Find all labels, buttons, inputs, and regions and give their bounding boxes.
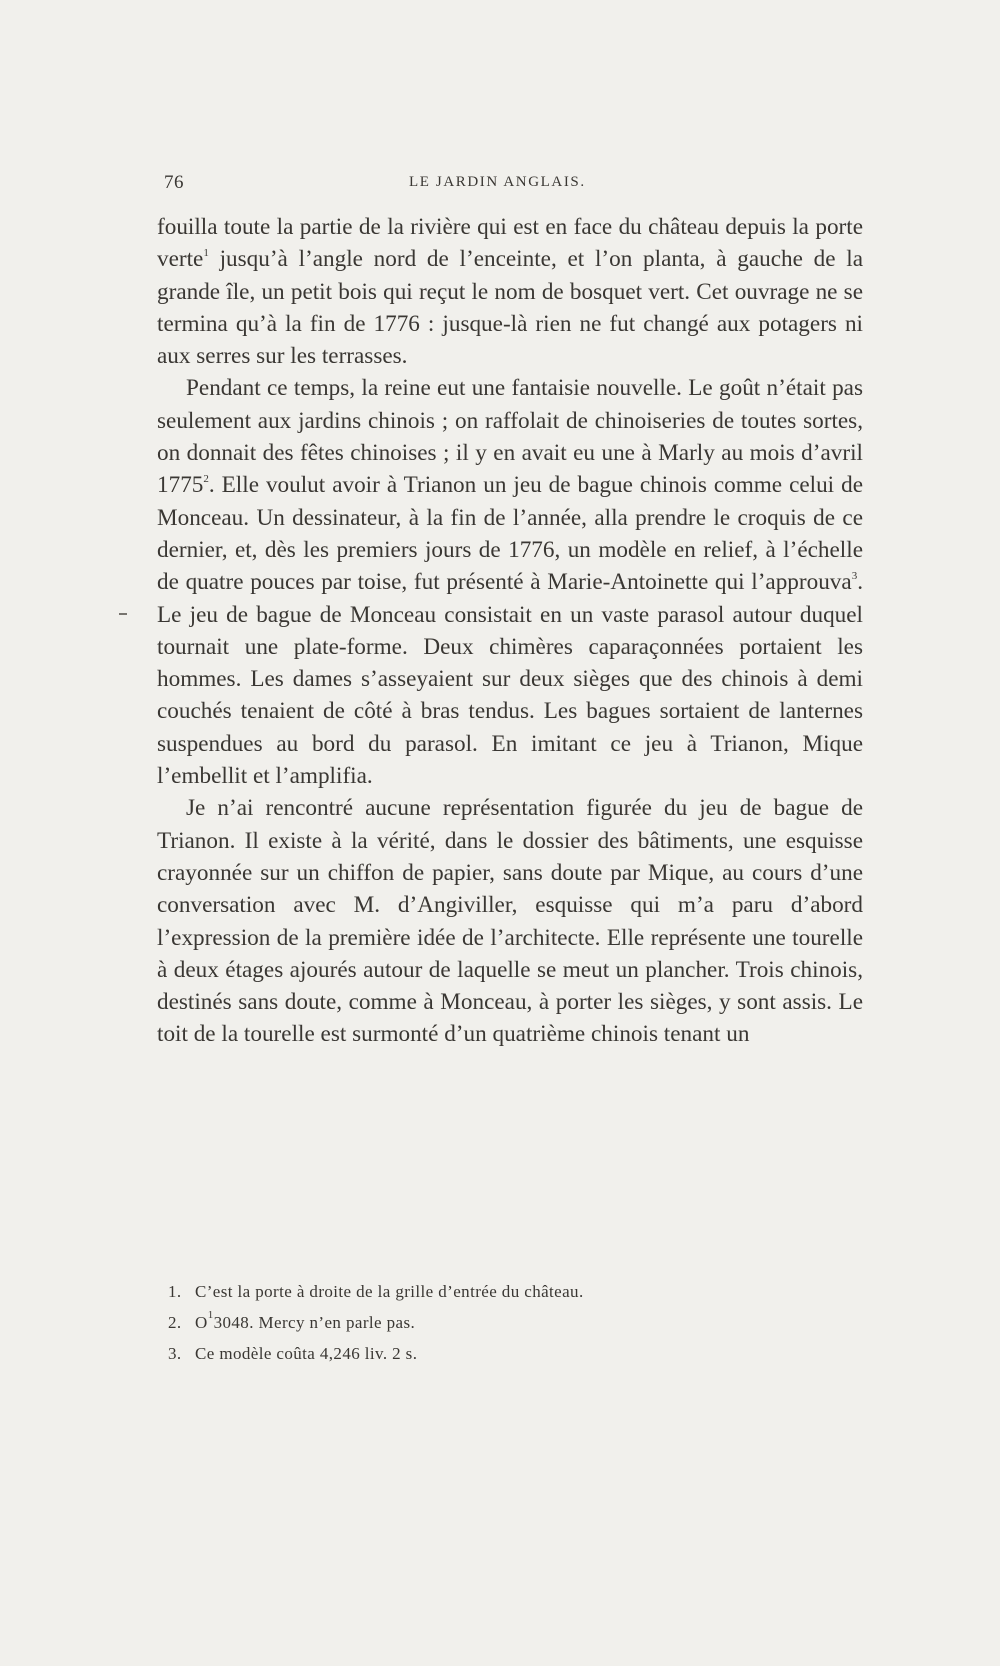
footnote-3: [168, 1338, 868, 1369]
footnotes: [168, 1276, 868, 1369]
margin-mark: [119, 613, 127, 615]
footnote-text: 3048. Mercy n’en parle pas.: [213, 1313, 416, 1332]
paragraph-2-text-b: . Elle voulut avoir à Trianon un jeu de bague chinois comme celui de Monceau. Un dessinateur, à la fin de l’année, alla prendre le croquis de ce dernier, et, dès les premiers jours de 1776, un modèle en relief, à l’échelle de quatre pouces par toise, fut présenté à Marie-Antoinette qui l’approuva: [157, 472, 863, 596]
running-title: LE JARDIN ANGLAIS.: [409, 174, 586, 190]
paragraph-2: [157, 372, 863, 792]
footnote-superscript: 1: [207, 1309, 214, 1321]
footnote-number: 1.: [168, 1282, 182, 1301]
paragraph-1-text-b: jusqu’à l’angle nord de l’enceinte, et l’on planta, à gauche de la grande île, un petit bois qui reçut le nom de bosquet vert. Cet ouvrage ne se termina qu’à la fin de 1776 : jusque-là rien ne fut changé aux potagers ni aux serres sur les terrasses.: [157, 246, 863, 370]
footnote-number: 2.: [168, 1313, 182, 1332]
paragraph-1-text-a: fouilla toute la partie de la rivière qui est en face du château depuis la porte verte: [157, 214, 863, 273]
page-number: 76: [164, 172, 184, 193]
paragraph-3: Je n’ai rencontré aucune représentation figurée du jeu de bague de Trianon. Il existe à la vérité, dans le dossier des bâtiments, une esquisse crayonnée sur un chiffon de papier, sans doute par Mique, au cours d’une conversation avec M. d’Angiviller, esquisse qui m’a paru d’abord l’expression de la première idée de l’architecte. Elle représente une tourelle à deux étages ajourés autour de laquelle se meut un plancher. Trois chinois, destinés sans doute, comme à Monceau, à porter les sièges, y sont assis. Le toit de la tourelle est surmonté d’un quatrième chinois tenant un: [157, 795, 863, 1048]
footnote-archive-prefix: O: [195, 1313, 208, 1332]
paragraph-2-text-a: Pendant ce temps, la reine eut une fantaisie nouvelle. Le goût n’était pas seulement aux jardins chinois ; on raffolait de chinoiseries de toutes sortes, on donnait des fêtes chinoises ; il y en avait eu une à Marly au mois d’avril 1775: [157, 375, 863, 499]
footnote-text: Ce modèle coûta 4,246 liv. 2 s.: [195, 1344, 418, 1363]
footnote-1: [168, 1276, 868, 1307]
paragraph-2-text-c: . Le jeu de bague de Monceau consistait en un vaste parasol autour duquel tournait une plate-forme. Deux chimères caparaçonnées portaient les hommes. Les dames s’asseyaient sur deux sièges que des chinois à demi couchés tenaient de côté à bras tendus. Les bagues sortaient de lanternes suspendues au bord du parasol. En imitant ce jeu à Trianon, Mique l’embellit et l’amplifia.: [157, 569, 863, 790]
footnote-ref-3: 3: [851, 570, 858, 583]
footnote-number: 3.: [168, 1344, 182, 1363]
running-head: [164, 172, 864, 196]
paragraph-1: [157, 211, 863, 372]
footnote-ref-2: 2: [203, 473, 209, 486]
footnote-2: [168, 1307, 868, 1338]
body-text: [157, 211, 863, 1051]
footnote-ref-1: 1: [203, 247, 209, 260]
footnote-text: C’est la porte à droite de la grille d’entrée du château.: [195, 1282, 584, 1301]
